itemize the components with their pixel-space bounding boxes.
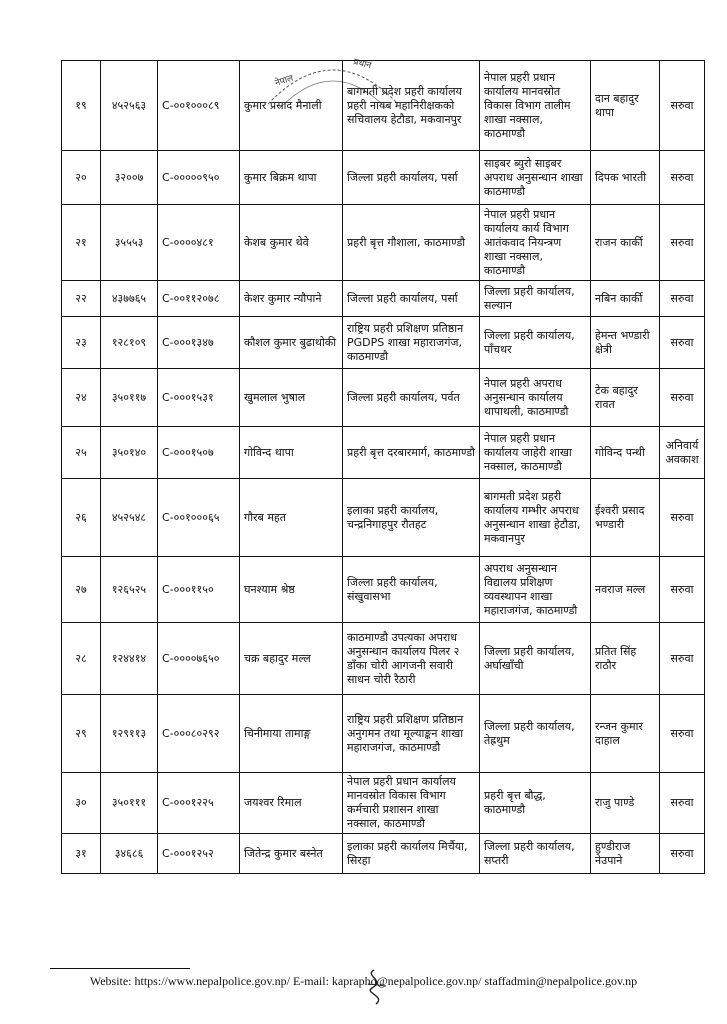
table-row xyxy=(62,369,705,427)
serial-number-cell: २४ xyxy=(62,369,101,427)
current-office-cell: इलाका प्रहरी कार्यालय, चन्द्रनिगाहपुर रौतहट xyxy=(343,479,480,557)
remark-cell: सरुवा xyxy=(660,695,705,773)
transfer-rows xyxy=(62,61,705,874)
transferred-office-cell: नेपाल प्रहरी प्रधान कार्यालय जाहेरी शाखा नक्साल, काठमाण्डौ xyxy=(480,427,591,479)
employee-id-cell: १२८१०९ xyxy=(101,317,158,369)
employee-name-cell: गोविन्द थापा xyxy=(240,427,343,479)
table-row xyxy=(62,205,705,281)
transferred-office-cell: साइबर ब्युरो साइबर अपराध अनुसन्धान शाखा काठमाण्डौ xyxy=(480,151,591,205)
employee-id-cell: ४५२५६३ xyxy=(101,61,158,151)
replacement-name-cell: राजु पाण्डे xyxy=(591,773,660,834)
remark-cell: सरुवा xyxy=(660,834,705,874)
employee-name-cell: केशर कुमार न्यौपाने xyxy=(240,281,343,317)
employee-name-cell: केशब कुमार थेवे xyxy=(240,205,343,281)
remark-cell: सरुवा xyxy=(660,317,705,369)
employee-id-cell: ३५०१४० xyxy=(101,427,158,479)
table-row xyxy=(62,427,705,479)
transferred-office-cell: जिल्ला प्रहरी कार्यालय, तेह्रथुम xyxy=(480,695,591,773)
current-office-cell: राष्ट्रिय प्रहरी प्रशिक्षण प्रतिष्ठान अनुगमन तथा मूल्याङ्कन शाखा महाराजगंज, काठमाण्डौ xyxy=(343,695,480,773)
remark-cell: सरुवा xyxy=(660,479,705,557)
serial-number-cell: २५ xyxy=(62,427,101,479)
employee-code-cell: C-०००१२२५ xyxy=(158,773,240,834)
employee-code-cell: C-००११२०७८ xyxy=(158,281,240,317)
employee-id-cell: १२६५२५ xyxy=(101,557,158,623)
remark-cell: सरुवा xyxy=(660,557,705,623)
employee-name-cell: चिनीमाया तामाङ्ग xyxy=(240,695,343,773)
remark-cell: अनिवार्य अवकाश xyxy=(660,427,705,479)
replacement-name-cell: नबिन कार्की xyxy=(591,281,660,317)
remark-cell: सरुवा xyxy=(660,151,705,205)
table-row xyxy=(62,61,705,151)
transfer-table xyxy=(61,60,705,874)
employee-code-cell: C-०००११५० xyxy=(158,557,240,623)
current-office-cell: प्रहरी बृत्त दरबारमार्ग, काठमाण्डौ xyxy=(343,427,480,479)
replacement-name-cell: ईश्वरी प्रसाद भण्डारी xyxy=(591,479,660,557)
employee-code-cell: C-००१०००८९ xyxy=(158,61,240,151)
serial-number-cell: ३० xyxy=(62,773,101,834)
replacement-name-cell: रन्जन कुमार दाहाल xyxy=(591,695,660,773)
replacement-name-cell: राजन कार्की xyxy=(591,205,660,281)
employee-name-cell: कौशल कुमार बुढाथोकी xyxy=(240,317,343,369)
serial-number-cell: २० xyxy=(62,151,101,205)
table-row xyxy=(62,834,705,874)
current-office-cell: इलाका प्रहरी कार्यालय मिर्चैया, सिरहा xyxy=(343,834,480,874)
employee-id-cell: १२४४१४ xyxy=(101,623,158,695)
table-row xyxy=(62,151,705,205)
transferred-office-cell: नेपाल प्रहरी प्रधान कार्यालय कार्य विभाग आतंकवाद नियन्त्रण शाखा नक्साल, काठमाण्डौ xyxy=(480,205,591,281)
footer-rule xyxy=(50,968,190,969)
current-office-cell: नेपाल प्रहरी प्रधान कार्यालय मानवस्रोत विकास विभाग कर्मचारी प्रशासन शाखा नक्साल, काठमाण्डौ xyxy=(343,773,480,834)
replacement-name-cell: टेक बहादुर रावत xyxy=(591,369,660,427)
transferred-office-cell: नेपाल प्रहरी प्रधान कार्यालय मानवस्रोत विकास विभाग तालीम शाखा नक्साल, काठमाण्डौ xyxy=(480,61,591,151)
replacement-name-cell: दिपक भारती xyxy=(591,151,660,205)
current-office-cell: बागमती प्रदेश प्रहरी कार्यालय प्रहरी नायब महानिरीक्षकको सचिवालय हेटौडा, मकवानपुर xyxy=(343,61,480,151)
svg-text:नेपाल: नेपाल xyxy=(273,73,295,89)
employee-id-cell: ३४६८६ xyxy=(101,834,158,874)
signature-mark xyxy=(362,966,392,1006)
table-row xyxy=(62,317,705,369)
transferred-office-cell: जिल्ला प्रहरी कार्यालय, सप्तरी xyxy=(480,834,591,874)
current-office-cell: काठमाण्डौ उपत्यका अपराध अनुसन्धान कार्यालय पिलर २ डाँका चोरी आगजनी सवारी साधन चोरी रैठारी xyxy=(343,623,480,695)
transferred-office-cell: अपराध अनुसन्धान विद्यालय प्रशिक्षण व्यवस्थापन शाखा महाराजगंज, काठमाण्डौ xyxy=(480,557,591,623)
employee-name-cell: घनश्याम श्रेष्ठ xyxy=(240,557,343,623)
transferred-office-cell: जिल्ला प्रहरी कार्यालय, अर्घाखाँची xyxy=(480,623,591,695)
serial-number-cell: ३१ xyxy=(62,834,101,874)
employee-name-cell: जितेन्द्र कुमार बस्नेत xyxy=(240,834,343,874)
replacement-name-cell: दान बहादुर थापा xyxy=(591,61,660,151)
serial-number-cell: १९ xyxy=(62,61,101,151)
current-office-cell: जिल्ला प्रहरी कार्यालय, संखुवासभा xyxy=(343,557,480,623)
serial-number-cell: २२ xyxy=(62,281,101,317)
table-row xyxy=(62,773,705,834)
employee-code-cell: C-००१०००६५ xyxy=(158,479,240,557)
employee-code-cell: C-०००००९५० xyxy=(158,151,240,205)
transferred-office-cell: प्रहरी बृत्त बौद्ध, काठमाण्डौ xyxy=(480,773,591,834)
employee-name-cell: चक्र बहादुर मल्ल xyxy=(240,623,343,695)
remark-cell: सरुवा xyxy=(660,623,705,695)
replacement-name-cell: प्रतित सिंह राठौर xyxy=(591,623,660,695)
serial-number-cell: २१ xyxy=(62,205,101,281)
employee-code-cell: C-००००४८१ xyxy=(158,205,240,281)
current-office-cell: प्रहरी बृत्त गौशाला, काठमाण्डौ xyxy=(343,205,480,281)
serial-number-cell: २७ xyxy=(62,557,101,623)
employee-id-cell: ३५०११७ xyxy=(101,369,158,427)
table-row xyxy=(62,623,705,695)
remark-cell: सरुवा xyxy=(660,61,705,151)
remark-cell: सरुवा xyxy=(660,369,705,427)
footer-contact: Website: https://www.nepalpolice.gov.np/ E-mail: kaprapho@nepalpolice.gov.np/ staffadmin@nepalpolice.gov.np xyxy=(89,974,638,988)
employee-id-cell: ४३७७६५ xyxy=(101,281,158,317)
replacement-name-cell: नवराज मल्ल xyxy=(591,557,660,623)
current-office-cell: जिल्ला प्रहरी कार्यालय, पर्सा xyxy=(343,151,480,205)
employee-code-cell: C-०००१२५२ xyxy=(158,834,240,874)
serial-number-cell: २८ xyxy=(62,623,101,695)
current-office-cell: राष्ट्रिय प्रहरी प्रशिक्षण प्रतिष्ठान PGDPS शाखा महाराजगंज, काठमाण्डौ xyxy=(343,317,480,369)
table-row xyxy=(62,695,705,773)
employee-id-cell: ३५०१११ xyxy=(101,773,158,834)
remark-cell: सरुवा xyxy=(660,281,705,317)
employee-name-cell: कुमार प्रसाद मैनाली xyxy=(240,61,343,151)
employee-code-cell: C-०००१५०७ xyxy=(158,427,240,479)
current-office-cell: जिल्ला प्रहरी कार्यालय, पर्वत xyxy=(343,369,480,427)
employee-name-cell: कुमार बिक्रम थापा xyxy=(240,151,343,205)
employee-id-cell: १२९११३ xyxy=(101,695,158,773)
current-office-cell: जिल्ला प्रहरी कार्यालय, पर्सा xyxy=(343,281,480,317)
remark-cell: सरुवा xyxy=(660,773,705,834)
transferred-office-cell: बागमती प्रदेश प्रहरी कार्यालय गम्भीर अपराध अनुसन्धान शाखा हेटौडा, मकवानपुर xyxy=(480,479,591,557)
employee-name-cell: गौरब महत xyxy=(240,479,343,557)
employee-code-cell: C-००००७६५० xyxy=(158,623,240,695)
serial-number-cell: २३ xyxy=(62,317,101,369)
employee-id-cell: ३५५५३ xyxy=(101,205,158,281)
employee-name-cell: जयश्वर रिमाल xyxy=(240,773,343,834)
serial-number-cell: २९ xyxy=(62,695,101,773)
replacement-name-cell: हुण्डीराज नेउपाने xyxy=(591,834,660,874)
remark-cell: सरुवा xyxy=(660,205,705,281)
employee-code-cell: C-०००१३४७ xyxy=(158,317,240,369)
transferred-office-cell: जिल्ला प्रहरी कार्यालय, पाँचथर xyxy=(480,317,591,369)
table-row xyxy=(62,281,705,317)
employee-id-cell: ३२००७ xyxy=(101,151,158,205)
transferred-office-cell: जिल्ला प्रहरी कार्यालय, सल्यान xyxy=(480,281,591,317)
serial-number-cell: २६ xyxy=(62,479,101,557)
employee-name-cell: खुमलाल भुषाल xyxy=(240,369,343,427)
table-row xyxy=(62,479,705,557)
svg-text:प्रधान: प्रधान xyxy=(352,57,373,72)
transferred-office-cell: नेपाल प्रहरी अपराध अनुसन्धान कार्यालय थापाथली, काठमाण्डौ xyxy=(480,369,591,427)
table-row xyxy=(62,557,705,623)
employee-code-cell: C-०००१५३१ xyxy=(158,369,240,427)
replacement-name-cell: गोविन्द पन्थी xyxy=(591,427,660,479)
replacement-name-cell: हेमन्त भण्डारी क्षेत्री xyxy=(591,317,660,369)
employee-id-cell: ४५२५४८ xyxy=(101,479,158,557)
employee-code-cell: C-०००८०२९२ xyxy=(158,695,240,773)
